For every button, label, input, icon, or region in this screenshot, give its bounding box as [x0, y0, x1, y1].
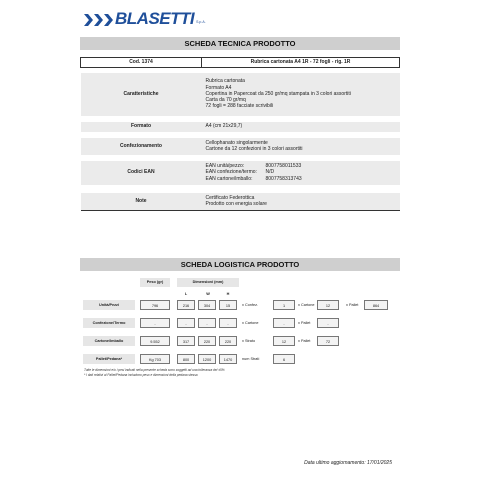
logistics-row-cartone: Cartone/Imballo	[83, 336, 135, 346]
logistics-title: SCHEDA LOGISTICA PRODOTTO	[80, 258, 400, 271]
row-codici-ean: Codici EAN EAN unità/pezzo: 8007758011533 EAN confezione/termo: N/D EAN cartone/imballo: 8007758313743	[81, 161, 400, 185]
dimensions-header: Dimensioni (mm)	[177, 278, 239, 287]
dim-w-header: W	[206, 292, 210, 296]
brand-logo	[84, 9, 206, 28]
last-updated: Data ultimo aggiornamento: 17/01/2025	[304, 460, 392, 466]
row-confezionamento: Confezionamento Cellophanato singolarmente Cartone da 12 confezioni in 3 colori assortiti	[81, 138, 400, 155]
tech-header-row	[81, 58, 400, 68]
logistics-row-pallet: Pallet/Pedana*	[83, 354, 135, 364]
brand-name: BLASETTI	[115, 9, 195, 28]
tech-title: SCHEDA TECNICA PRODOTTO	[80, 37, 400, 50]
dim-h-header: H	[226, 292, 230, 296]
logo-arrows-icon	[84, 14, 113, 26]
product-code: Cod. 1374	[81, 58, 202, 68]
product-name: Rubrica cartonata A4 1R - 72 fogli - rig. 1R	[202, 58, 400, 68]
logistics-row-confezione: Confezione/Termo	[83, 318, 135, 328]
row-caratteristiche: Caratteristiche Rubrica cartonata Formato A4 Copertina in Papercoat da 250 gr/mq stampata in 3 colori assortiti Carta da 70 gr/mq 72 fogli = 288 facciate scrivibili	[81, 73, 400, 116]
logistics-row-unita: Unità/Pezzi	[83, 300, 135, 310]
weight-header: Peso (gr)	[140, 278, 170, 287]
row-note: Note Certificato Federottica Prodotto con energia solare	[81, 193, 400, 211]
tech-table	[80, 57, 400, 211]
logistics-notes: Tutte le dimensioni e/o i pesi indicati nella presente scheda sono soggetti ad una tolleranza del ±5% * I dati relativi al Pallet/Pedana includono peso e dimensioni della pedana stessa	[84, 368, 225, 377]
dim-l-header: L	[184, 292, 188, 296]
row-formato: Formato A4 (cm 21x29,7)	[81, 122, 400, 132]
brand-suffix: S.p.A.	[196, 20, 206, 24]
